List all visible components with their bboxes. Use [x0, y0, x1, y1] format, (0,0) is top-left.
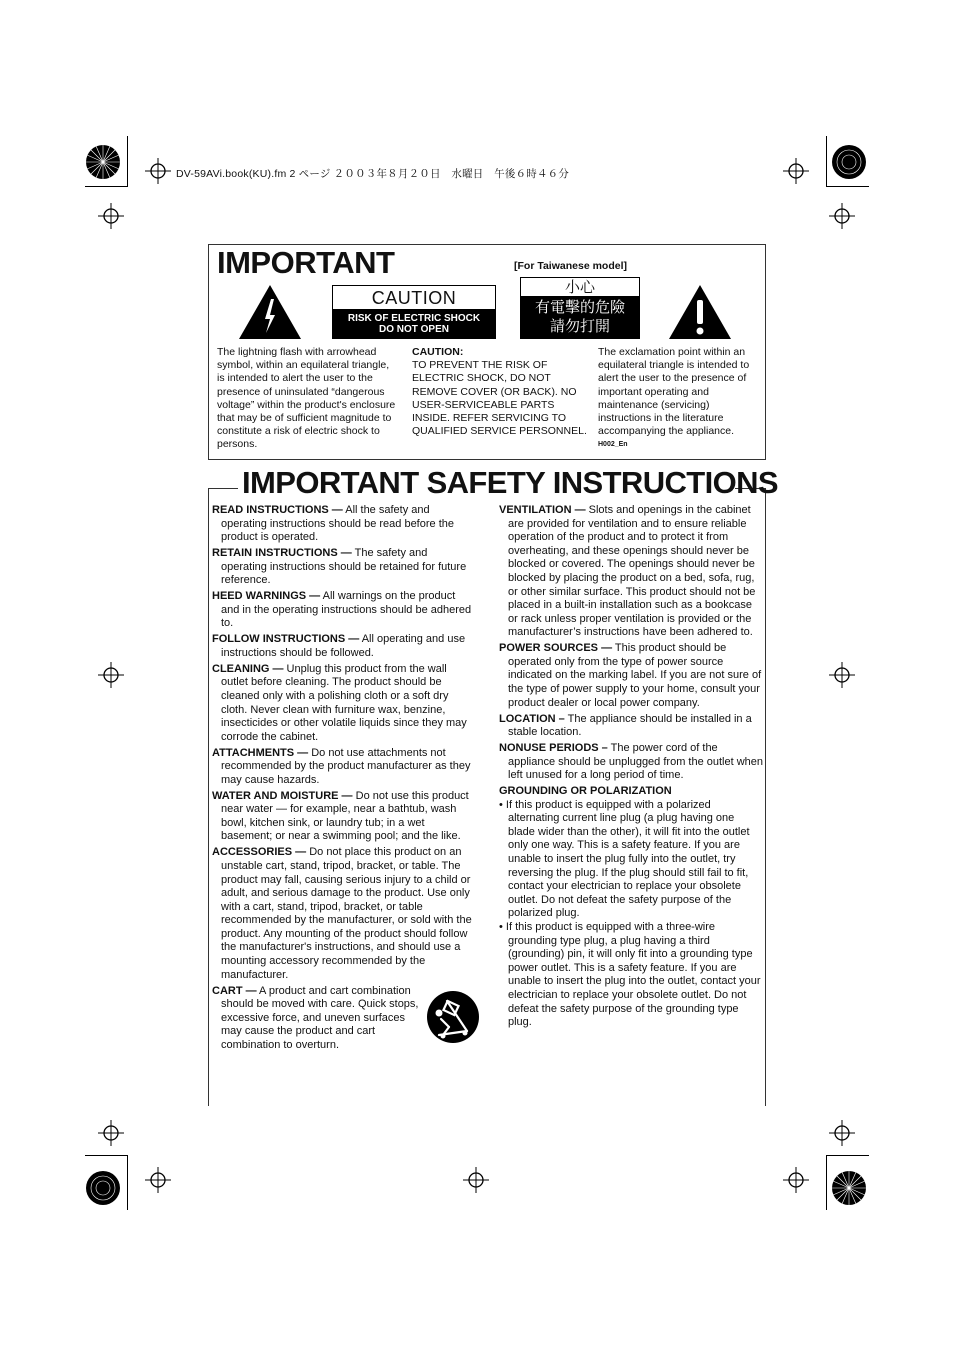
crop-line	[85, 1155, 128, 1156]
instruction-retain: RETAIN INSTRUCTIONS — The safety and operating instructions should be retained for future reference.	[212, 547, 467, 587]
registration-mark-top-left-sunburst	[85, 144, 121, 180]
caution-text: TO PREVENT THE RISK OF ELECTRIC SHOCK, DO NOT REMOVE COVER (OR BACK). NO USER-SERVICEABLE PARTS INSIDE. REFER SERVICING TO QUALIFIED SERVICE PERSONNEL.	[412, 359, 587, 438]
registration-mark-bottom-left-sunburst	[85, 1170, 121, 1206]
instruction-follow: FOLLOW INSTRUCTIONS — All operating and use instructions should be followed.	[212, 633, 466, 659]
caution-explanation	[412, 346, 590, 438]
instruction-location: LOCATION – The appliance should be installed in a stable location.	[499, 712, 752, 739]
grounding-bullet-polarized: • If this product is equipped with a polarized alternating current line plug (a plug having one blade wider than the other), it will fit into the outlet only one way. This is a safety feature. If you are unable to insert the plug fully into the outlet, try reversing the plug. If the plug should still fail to fit, contact your electrician to replace your obsolete outlet. Do not defeat the safety purpose of the polarized plug.	[499, 798, 750, 920]
crop-line	[826, 1155, 869, 1156]
file-header-line: DV-59AVi.book(KU).fm 2 ページ ２００３年８月２０日 水曜日 午後６時４６分	[176, 168, 570, 180]
taiwan-caution-bar	[521, 296, 639, 338]
safety-title: IMPORTANT SAFETY INSTRUCTIONS	[242, 465, 779, 500]
crosshair-mark-right-upper	[829, 203, 855, 229]
grounding-bullet-three-wire: • If this product is equipped with a three-wire grounding type plug, a plug having a third (grounding) pin, it will only fit into a grounding type power outlet. This is a safety feature. If you are unable to insert the plug into the outlet, contact your electrician to replace your obsolete outlet. Do not defeat the safety purpose of the grounding type plug.	[499, 921, 761, 1029]
instruction-water: WATER AND MOISTURE — Do not use this product near water — for example, near a bathtub, wash bowl, kitchen sink, or laundry tub; in a wet basement; or near a swimming pool; and the like.	[212, 789, 469, 843]
caution-bar	[333, 309, 495, 338]
crosshair-mark-bottom-right	[783, 1167, 809, 1193]
instruction-cart: CART — A product and cart combination should be moved with care. Quick stops, excessive force, and uneven surfaces may cause the product and cart combination to overturn.	[212, 984, 419, 1051]
crop-line	[85, 186, 128, 187]
cart-block	[212, 985, 476, 1053]
exclamation-warning-icon	[667, 283, 733, 341]
taiwan-bar-line2: 請勿打開	[549, 318, 610, 335]
registration-mark-bottom-right-sunburst	[831, 1170, 867, 1206]
document-code: H002_En	[598, 441, 628, 449]
exclamation-text: The exclamation point within an equilateral triangle is intended to alert the user to the presence of important operating and maintenance (servicing) instructions in the literature accompanying the appliance.	[598, 346, 750, 438]
crosshair-mark-left-middle	[98, 662, 124, 688]
crop-line	[826, 1155, 827, 1210]
instruction-read: READ INSTRUCTIONS — All the safety and operating instructions should be read before the product is operated.	[212, 504, 454, 544]
instruction-attachments: ATTACHMENTS — Do not use attachments not recommended by the product manufacturer as they may cause hazards.	[212, 746, 471, 786]
instruction-power: POWER SOURCES — This product should be operated only from the type of power source indicated on the marking label. If you are not sure of the type of power supply to your home, consult your product dealer or local power company.	[499, 642, 762, 709]
taiwan-model-label: [For Taiwanese model]	[514, 260, 627, 272]
lightning-warning-icon	[237, 283, 303, 341]
caution-heading: CAUTION:	[412, 346, 464, 358]
safety-frame-top-left	[208, 488, 238, 489]
crosshair-mark-top-center-left	[145, 158, 171, 184]
safety-right-column	[499, 504, 764, 1030]
taiwan-bar-line1: 有電擊的危險	[534, 299, 625, 316]
crosshair-mark-bottom-center	[463, 1167, 489, 1193]
crosshair-mark-left-upper	[98, 203, 124, 229]
lightning-explanation: The lightning flash with arrowhead symbol, within an equilateral triangle, is intended to alert the user to the presence of uninsulated “dangerous voltage” within the product's enclosure that may be of sufficient magnitude to constitute a risk of electric shock to persons.	[217, 346, 396, 451]
instruction-cleaning: CLEANING — Unplug this product from the wall outlet before cleaning. The product should be cleaned only with a polishing cloth or a soft dry cloth. Never clean with furniture wax, benzine, insecticides or other volatile liquids since they may corrode the cabinet.	[212, 662, 467, 743]
instruction-nonuse: NONUSE PERIODS – The power cord of the appliance should be unplugged from the outlet when left unused for a long period of time.	[499, 741, 764, 782]
crosshair-mark-right-middle	[829, 662, 855, 688]
taiwan-caution-box	[520, 277, 640, 339]
crop-line	[826, 186, 869, 187]
crop-line	[127, 1155, 128, 1210]
safety-frame-left	[208, 488, 209, 1106]
crosshair-mark-left-lower	[98, 1120, 124, 1146]
caution-label-box	[332, 285, 496, 339]
important-box	[208, 244, 766, 460]
crosshair-mark-right-lower	[829, 1120, 855, 1146]
cart-tipover-icon	[425, 989, 481, 1045]
caution-word: CAUTION	[371, 288, 457, 308]
safety-frame-right	[765, 488, 766, 1106]
instruction-heed: HEED WARNINGS — All warnings on the product and in the operating instructions should be adhered to.	[212, 590, 472, 630]
crosshair-mark-top-right	[783, 158, 809, 184]
important-title: IMPORTANT	[217, 245, 395, 280]
caution-bar-line2: DO NOT OPEN	[378, 324, 449, 335]
crop-line	[826, 136, 827, 186]
instruction-ventilation: VENTILATION — Slots and openings in the cabinet are provided for ventilation and to ensure reliable operation of the product and to protect it from overheating, and these openings should never be blocked or covered. The openings should never be blocked by placing the product on a bed, sofa, rug, or other similar surface. This product should not be placed in a built-in installation such as a bookcase or rack unless proper ventilation is provided or the manufacturer’s instructions have been adhered to.	[499, 504, 756, 639]
crop-line	[127, 136, 128, 186]
crosshair-mark-bottom-left	[145, 1167, 171, 1193]
taiwan-caution-word: 小心	[564, 279, 595, 296]
caution-bar-line1: RISK OF ELECTRIC SHOCK	[347, 313, 481, 324]
grounding-heading: GROUNDING OR POLARIZATION	[499, 785, 672, 798]
instruction-accessories: ACCESSORIES — Do not place this product on an unstable cart, stand, tripod, bracket, or table. The product may fall, causing serious injury to a child or adult, and serious damage to the product. Use only with a cart, stand, tripod, bracket, or table recommended by the manufacturer, or sold with the product. Any mounting of the product should follow the manufacturer's instructions, and should use a mounting accessory recommended by the manufacturer.	[212, 846, 472, 981]
exclamation-explanation	[598, 346, 762, 452]
registration-mark-top-right-sunburst	[831, 144, 867, 180]
safety-left-column	[212, 504, 476, 1055]
